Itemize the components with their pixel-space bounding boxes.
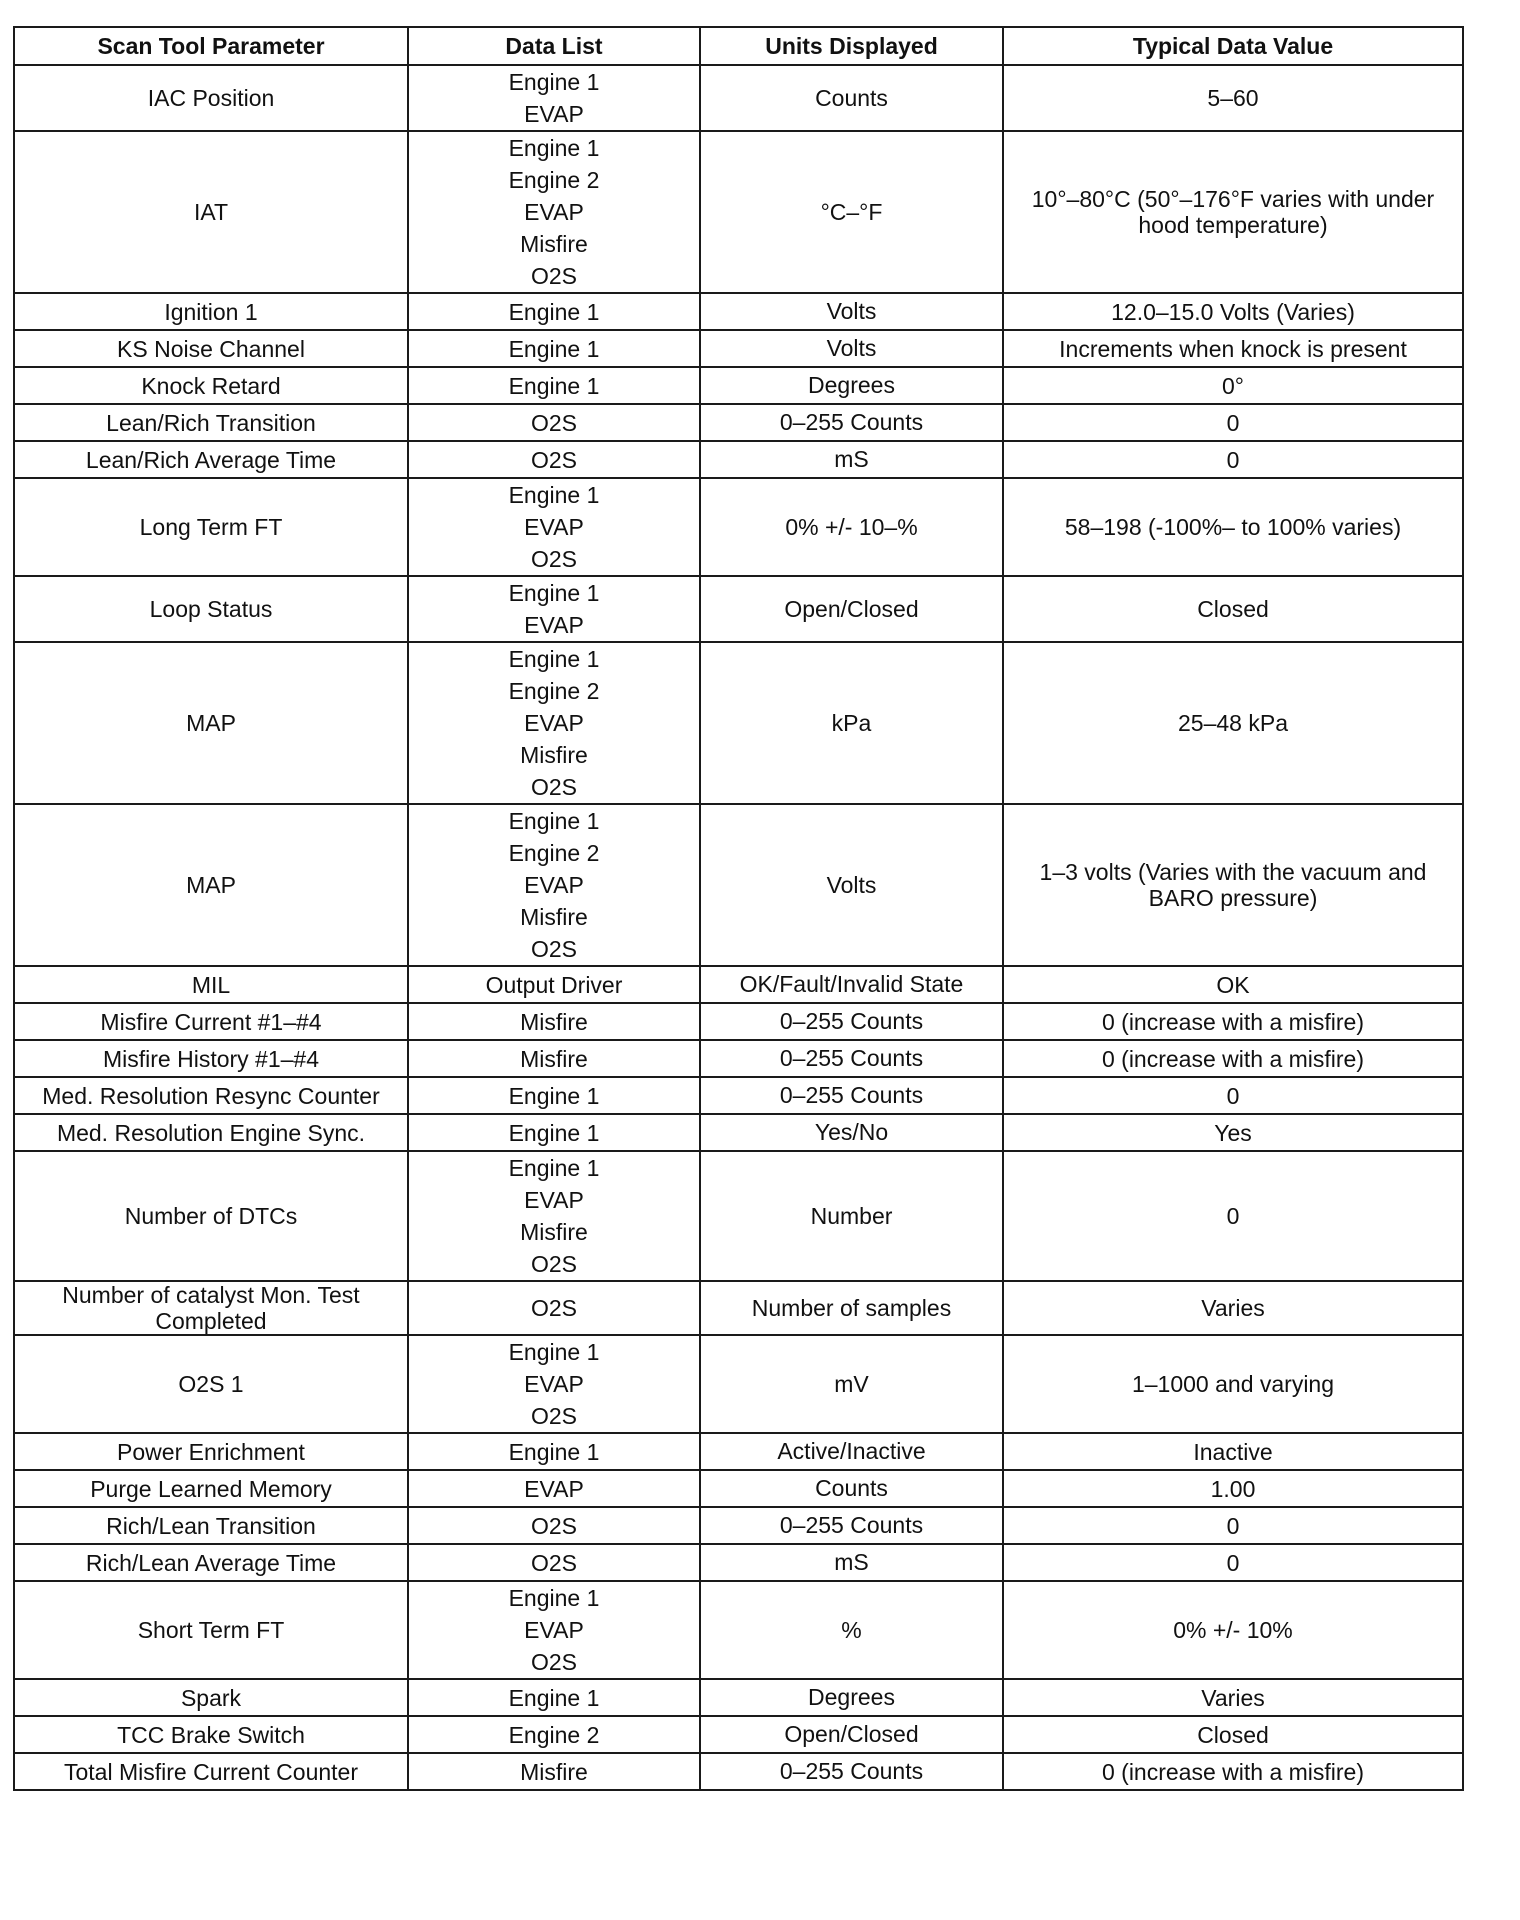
data-list-entry: O2S (530, 774, 578, 800)
table-row (14, 1544, 1463, 1581)
cell-typical-data-value: Varies (1003, 1281, 1463, 1335)
data-list-entry: Misfire (520, 1008, 588, 1035)
cell-scan-tool-parameter: MAP (14, 642, 408, 804)
table-row (14, 1507, 1463, 1544)
data-list-entry: Engine 2 (508, 840, 600, 866)
data-list-entry: EVAP (524, 612, 584, 638)
cell-units-displayed: Open/Closed (700, 1716, 1003, 1753)
table-row (14, 1040, 1463, 1077)
cell-data-list (408, 65, 700, 131)
table-row (14, 1679, 1463, 1716)
table-row (14, 1077, 1463, 1114)
cell-scan-tool-parameter: Long Term FT (14, 478, 408, 576)
cell-units-displayed: Degrees (700, 1679, 1003, 1716)
table-row (14, 1433, 1463, 1470)
cell-units-displayed: Counts (700, 65, 1003, 131)
cell-units-displayed: 0–255 Counts (700, 1077, 1003, 1114)
table-row (14, 1753, 1463, 1790)
cell-typical-data-value: Varies (1003, 1679, 1463, 1716)
data-list-entry: EVAP (524, 199, 584, 225)
header-typical-data-value: Typical Data Value (1003, 27, 1463, 65)
cell-scan-tool-parameter: Misfire Current #1–#4 (14, 1003, 408, 1040)
data-list-entry: Misfire (520, 1219, 588, 1245)
cell-scan-tool-parameter: KS Noise Channel (14, 330, 408, 367)
cell-typical-data-value: 0 (1003, 1151, 1463, 1281)
data-list-entry: EVAP (524, 1617, 584, 1643)
table-row (14, 404, 1463, 441)
data-list-entry: Engine 1 (508, 482, 600, 508)
cell-scan-tool-parameter: MAP (14, 804, 408, 966)
cell-data-list (408, 367, 700, 404)
data-list-entry: Engine 1 (508, 135, 600, 161)
data-list-entry: Misfire (520, 1045, 588, 1072)
cell-typical-data-value: 1.00 (1003, 1470, 1463, 1507)
table-row (14, 293, 1463, 330)
cell-data-list (408, 576, 700, 642)
cell-typical-data-value: Closed (1003, 576, 1463, 642)
cell-typical-data-value: 0 (1003, 404, 1463, 441)
cell-typical-data-value: Yes (1003, 1114, 1463, 1151)
cell-scan-tool-parameter: Short Term FT (14, 1581, 408, 1679)
cell-units-displayed: mS (700, 1544, 1003, 1581)
data-list-entry: EVAP (524, 101, 584, 127)
cell-data-list (408, 1581, 700, 1679)
cell-units-displayed: 0–255 Counts (700, 404, 1003, 441)
cell-units-displayed: °C–°F (700, 131, 1003, 293)
table-row (14, 966, 1463, 1003)
table-row (14, 1151, 1463, 1281)
cell-data-list (408, 1114, 700, 1151)
cell-scan-tool-parameter: Lean/Rich Average Time (14, 441, 408, 478)
cell-units-displayed: Number of samples (700, 1281, 1003, 1335)
cell-typical-data-value: Inactive (1003, 1433, 1463, 1470)
cell-typical-data-value: 0 (increase with a misfire) (1003, 1003, 1463, 1040)
table-row (14, 65, 1463, 131)
cell-data-list (408, 330, 700, 367)
cell-typical-data-value: 0 (1003, 1507, 1463, 1544)
cell-data-list (408, 441, 700, 478)
table-row (14, 1335, 1463, 1433)
cell-scan-tool-parameter: IAT (14, 131, 408, 293)
table-body (14, 65, 1463, 1790)
cell-units-displayed: 0–255 Counts (700, 1507, 1003, 1544)
cell-data-list (408, 1679, 700, 1716)
cell-typical-data-value: 0° (1003, 367, 1463, 404)
header-row (14, 27, 1463, 65)
cell-data-list (408, 966, 700, 1003)
data-list-entry: Engine 1 (508, 808, 600, 834)
table-row (14, 1114, 1463, 1151)
cell-units-displayed: Volts (700, 293, 1003, 330)
cell-data-list (408, 1335, 700, 1433)
cell-typical-data-value: 5–60 (1003, 65, 1463, 131)
data-list-entry: Engine 1 (508, 1438, 600, 1465)
cell-typical-data-value: 0 (increase with a misfire) (1003, 1040, 1463, 1077)
cell-scan-tool-parameter: Power Enrichment (14, 1433, 408, 1470)
data-list-entry: Engine 2 (508, 678, 600, 704)
cell-data-list (408, 1470, 700, 1507)
data-list-entry: O2S (530, 1251, 578, 1277)
data-list-entry: Engine 2 (508, 1721, 600, 1748)
data-list-entry: Misfire (520, 904, 588, 930)
table-row (14, 441, 1463, 478)
data-list-entry: Engine 1 (508, 69, 600, 95)
data-list-entry: Engine 1 (508, 1082, 600, 1109)
cell-units-displayed: 0–255 Counts (700, 1753, 1003, 1790)
cell-typical-data-value: 58–198 (-100%– to 100% varies) (1003, 478, 1463, 576)
cell-data-list (408, 1040, 700, 1077)
cell-data-list (408, 1716, 700, 1753)
cell-units-displayed: Open/Closed (700, 576, 1003, 642)
data-list-entry: EVAP (524, 710, 584, 736)
data-list-entry: EVAP (524, 514, 584, 540)
cell-units-displayed: Degrees (700, 367, 1003, 404)
cell-typical-data-value: 1–3 volts (Varies with the vacuum and BARO pressure) (1003, 804, 1463, 966)
cell-scan-tool-parameter: Med. Resolution Resync Counter (14, 1077, 408, 1114)
cell-scan-tool-parameter: IAC Position (14, 65, 408, 131)
cell-data-list (408, 1507, 700, 1544)
cell-typical-data-value: 10°–80°C (50°–176°F varies with under hood temperature) (1003, 131, 1463, 293)
data-list-entry: EVAP (524, 872, 584, 898)
data-list-entry: O2S (530, 1512, 578, 1539)
cell-data-list (408, 1544, 700, 1581)
table-row (14, 804, 1463, 966)
cell-typical-data-value: 0 (1003, 1077, 1463, 1114)
cell-scan-tool-parameter: Rich/Lean Average Time (14, 1544, 408, 1581)
data-list-entry: O2S (530, 1649, 578, 1675)
data-list-entry: O2S (530, 546, 578, 572)
cell-scan-tool-parameter: Misfire History #1–#4 (14, 1040, 408, 1077)
cell-units-displayed: Yes/No (700, 1114, 1003, 1151)
cell-typical-data-value: 0 (1003, 441, 1463, 478)
table-row (14, 576, 1463, 642)
cell-typical-data-value: OK (1003, 966, 1463, 1003)
cell-scan-tool-parameter: Purge Learned Memory (14, 1470, 408, 1507)
cell-data-list (408, 293, 700, 330)
cell-data-list (408, 1433, 700, 1470)
cell-typical-data-value: 25–48 kPa (1003, 642, 1463, 804)
data-list-entry: Engine 1 (508, 1119, 600, 1146)
data-list-entry: EVAP (524, 1187, 584, 1213)
cell-units-displayed: 0–255 Counts (700, 1003, 1003, 1040)
data-list-entry: O2S (530, 1295, 578, 1321)
data-list-entry: O2S (530, 1549, 578, 1576)
cell-units-displayed: kPa (700, 642, 1003, 804)
cell-scan-tool-parameter: Number of catalyst Mon. Test Completed (14, 1281, 408, 1335)
data-list-entry: Engine 1 (508, 1585, 600, 1611)
cell-data-list (408, 804, 700, 966)
cell-typical-data-value: 1–1000 and varying (1003, 1335, 1463, 1433)
cell-units-displayed: mS (700, 441, 1003, 478)
header-units-displayed: Units Displayed (700, 27, 1003, 65)
data-list-entry: Engine 1 (508, 1684, 600, 1711)
cell-scan-tool-parameter: Spark (14, 1679, 408, 1716)
cell-data-list (408, 131, 700, 293)
cell-scan-tool-parameter: Rich/Lean Transition (14, 1507, 408, 1544)
data-list-entry: Engine 1 (508, 298, 600, 325)
cell-scan-tool-parameter: Total Misfire Current Counter (14, 1753, 408, 1790)
data-list-entry: O2S (530, 1403, 578, 1429)
cell-typical-data-value: 0% +/- 10% (1003, 1581, 1463, 1679)
data-list-entry: EVAP (524, 1475, 584, 1502)
data-list-entry: Engine 1 (508, 1339, 600, 1365)
data-list-entry: Engine 1 (508, 646, 600, 672)
cell-units-displayed: mV (700, 1335, 1003, 1433)
cell-typical-data-value: 0 (1003, 1544, 1463, 1581)
cell-units-displayed: Volts (700, 330, 1003, 367)
cell-data-list (408, 1077, 700, 1114)
cell-data-list (408, 1281, 700, 1335)
data-list-entry: O2S (530, 446, 578, 473)
table-row (14, 478, 1463, 576)
cell-units-displayed: Counts (700, 1470, 1003, 1507)
table-row (14, 1003, 1463, 1040)
data-list-entry: Misfire (520, 231, 588, 257)
data-list-entry: O2S (530, 263, 578, 289)
table-row (14, 330, 1463, 367)
cell-typical-data-value: Closed (1003, 1716, 1463, 1753)
table-header (14, 27, 1463, 65)
table-row (14, 1281, 1463, 1335)
data-list-entry: Output Driver (485, 971, 623, 998)
table-row (14, 131, 1463, 293)
data-list-entry: Engine 1 (508, 580, 600, 606)
scan-tool-data-table (13, 26, 1464, 1791)
data-list-entry: EVAP (524, 1371, 584, 1397)
cell-data-list (408, 1003, 700, 1040)
scan-tool-data-page (13, 26, 1462, 1791)
cell-typical-data-value: 12.0–15.0 Volts (Varies) (1003, 293, 1463, 330)
cell-scan-tool-parameter: Med. Resolution Engine Sync. (14, 1114, 408, 1151)
cell-scan-tool-parameter: Loop Status (14, 576, 408, 642)
cell-scan-tool-parameter: MIL (14, 966, 408, 1003)
header-data-list: Data List (408, 27, 700, 65)
cell-units-displayed: Volts (700, 804, 1003, 966)
cell-scan-tool-parameter: O2S 1 (14, 1335, 408, 1433)
table-row (14, 1470, 1463, 1507)
table-row (14, 1581, 1463, 1679)
table-row (14, 367, 1463, 404)
cell-scan-tool-parameter: Ignition 1 (14, 293, 408, 330)
table-row (14, 642, 1463, 804)
data-list-entry: O2S (530, 936, 578, 962)
cell-data-list (408, 642, 700, 804)
data-list-entry: Engine 1 (508, 1155, 600, 1181)
cell-scan-tool-parameter: TCC Brake Switch (14, 1716, 408, 1753)
cell-units-displayed: Active/Inactive (700, 1433, 1003, 1470)
table-row (14, 1716, 1463, 1753)
cell-scan-tool-parameter: Number of DTCs (14, 1151, 408, 1281)
data-list-entry: Misfire (520, 1758, 588, 1785)
cell-units-displayed: 0% +/- 10–% (700, 478, 1003, 576)
cell-data-list (408, 1151, 700, 1281)
cell-typical-data-value: Increments when knock is present (1003, 330, 1463, 367)
data-list-entry: Engine 2 (508, 167, 600, 193)
cell-units-displayed: Number (700, 1151, 1003, 1281)
cell-data-list (408, 478, 700, 576)
cell-units-displayed: % (700, 1581, 1003, 1679)
cell-units-displayed: 0–255 Counts (700, 1040, 1003, 1077)
data-list-entry: Misfire (520, 742, 588, 768)
cell-data-list (408, 1753, 700, 1790)
cell-scan-tool-parameter: Lean/Rich Transition (14, 404, 408, 441)
cell-typical-data-value: 0 (increase with a misfire) (1003, 1753, 1463, 1790)
data-list-entry: Engine 1 (508, 372, 600, 399)
cell-units-displayed: OK/Fault/Invalid State (700, 966, 1003, 1003)
cell-data-list (408, 404, 700, 441)
cell-scan-tool-parameter: Knock Retard (14, 367, 408, 404)
header-scan-tool-parameter: Scan Tool Parameter (14, 27, 408, 65)
data-list-entry: Engine 1 (508, 335, 600, 362)
data-list-entry: O2S (530, 409, 578, 436)
